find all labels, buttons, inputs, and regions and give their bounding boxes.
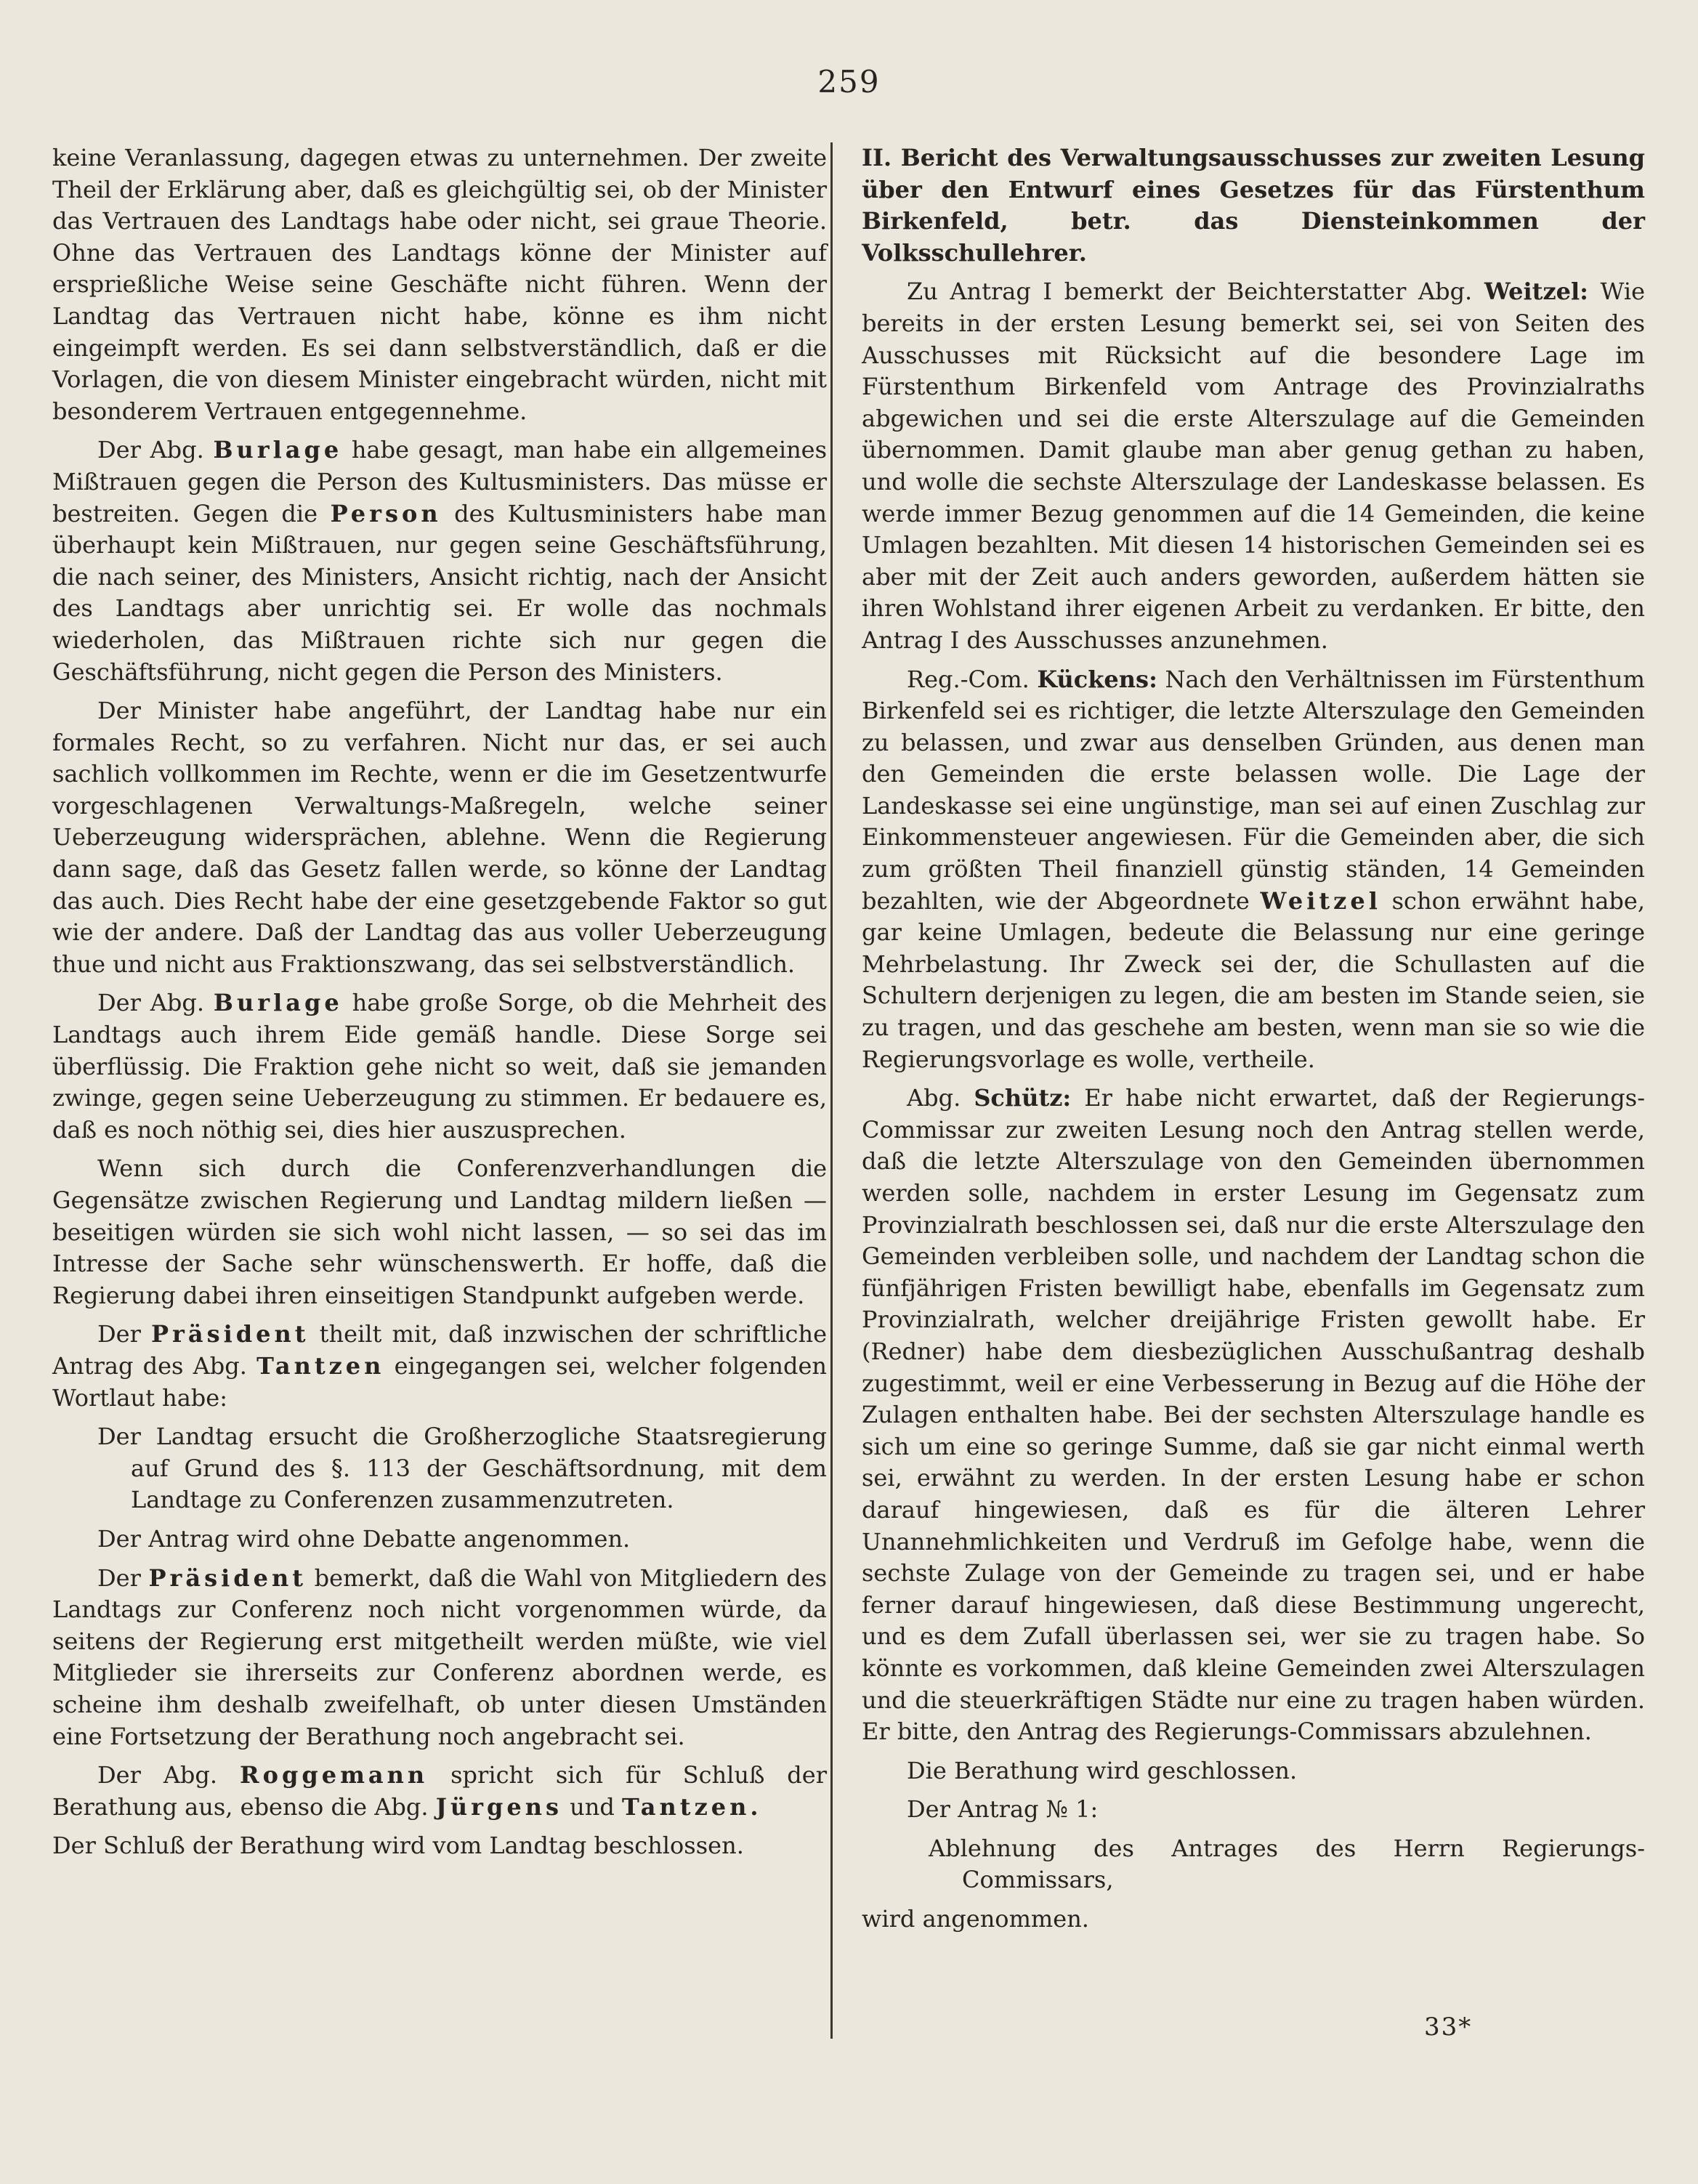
quoted-motion: Der Landtag ersucht die Großherzogliche Staatsregierung auf Grund des §. 113 der Geschäftsordnung, mit dem Landtage zu Conferenzen zusammenzutreten. bbox=[97, 1423, 827, 1514]
text: Wie bereits in der ersten Lesung bemerkt sei, sei von Seiten des Ausschusses mit Rücksicht auf die besondere Lage im Fürstenthum Birkenfeld vom Antrage des Provinzialraths abgewichen und sei die erste Alterszulage auf die Gemeinden übernommen. Damit glaube man aber genug gethan zu haben, und wolle die sechste Alterszulage der Landeskasse belassen. Es werde immer Bezug genommen auf die 14 Gemeinden, die keine Umlagen bezahlten. Mit diesen 14 historischen Gemeinden sei es aber mit der Zeit auch anders geworden, außerdem hätten sie ihren Wohlstand ihrer eigenen Arbeit zu verdanken. Er bitte, den Antrag I des Ausschusses anzunehmen. bbox=[862, 278, 1646, 654]
paragraph: Der Schluß der Berathung wird vom Landtag beschlossen. bbox=[52, 1832, 744, 1860]
paragraph: wird angenommen. bbox=[862, 1905, 1089, 1933]
paragraph bbox=[862, 1083, 1645, 1747]
text: habe große Sorge, ob die Mehrheit des Landtags auch ihrem Eide gemäß handle. Diese Sorge sei überflüssig. Die Fraktion gehe nicht so weit, daß sie jemanden zwinge, gegen seine Ueberzeugung zu stimmen. Er bedauere es, daß es noch nöthig sei, dies hier auszusprechen. bbox=[52, 989, 827, 1144]
speaker-name: Weitzel bbox=[1260, 886, 1381, 915]
signature-mark: 33* bbox=[1424, 2013, 1473, 2042]
text: Der Abg. bbox=[97, 436, 204, 464]
speaker-name: Präsident bbox=[148, 1564, 307, 1592]
text: spricht sich für Schluß der Berathung aus, ebenso die Abg. bbox=[52, 1761, 828, 1821]
text: Der Abg. bbox=[97, 1761, 218, 1789]
speaker-name: Weitzel: bbox=[1484, 278, 1588, 306]
paragraph bbox=[52, 1319, 827, 1414]
section-heading: II. Bericht des Verwaltungsausschusses zur zweiten Lesung über den Entwurf eines Gesetzes für das Fürstenthum Birkenfeld, betr. das Diensteinkommen der Volksschullehrer. bbox=[862, 144, 1645, 267]
paragraph: keine Veranlassung, dagegen etwas zu unternehmen. Der zweite Theil der Erklärung aber, daß es gleichgültig sei, ob der Minister das Vertrauen des Landtags habe oder nicht, sei graue Theorie. Ohne das Vertrauen des Landtags könne der Minister auf ersprießliche Weise seine Geschäfte nicht führen. Wenn der Landtag das Vertrauen nicht habe, könne es ihm nicht eingeimpft werden. Es sei dann selbstverständlich, daß er die Vorlagen, die von diesem Minister eingebracht würden, nicht mit besonderem Vertrauen entgegennehme. bbox=[52, 144, 827, 425]
column-divider bbox=[830, 142, 833, 2039]
paragraph bbox=[52, 1760, 827, 1823]
paragraph: Der Minister habe angeführt, der Landtag habe nur ein formales Recht, so zu verfahren. Nicht nur das, er sei auch sachlich vollkommen im Rechte, wenn er die im Gesetzentwurfe vorgeschlagenen Verwaltungs-Maßregeln, welche seiner Ueberzeugung widersprächen, ablehne. Wenn die Regierung dann sage, daß das Gesetz fallen werde, so könne der Landtag das auch. Dies Recht habe der eine gesetzgebende Faktor so gut wie der andere. Daß der Landtag das aus voller Ueberzeugung thue und nicht aus Fraktionszwang, das sei selbstverständlich. bbox=[52, 697, 827, 978]
text: eingegangen sei, welcher folgenden Wortlaut habe: bbox=[52, 1351, 828, 1412]
text: Zu Antrag I bemerkt der Beichterstatter Abg. bbox=[907, 278, 1473, 306]
speaker-name: Kückens: bbox=[1037, 665, 1157, 693]
speaker-name: Burlage bbox=[213, 436, 343, 464]
text: schon erwähnt habe, gar keine Umlagen, bedeute die Belassung nur eine geringe Mehrbelastung. Ihr Zweck sei der, die Schullasten auf die Schultern derjenigen zu legen, die am besten im Stande seien, sie zu tragen, und das geschehe am besten, wenn man sie so wie die Regierungsvorlage es wolle, vertheile. bbox=[862, 886, 1646, 1073]
paragraph bbox=[862, 664, 1645, 1076]
text: Der Abg. bbox=[97, 989, 205, 1017]
speaker-name: Präsident bbox=[150, 1320, 310, 1348]
text: des Kultusministers habe man überhaupt kein Mißtrauen, nur gegen seine Geschäftsführung, die nach seiner, des Ministers, Ansicht richtig, nach der Ansicht des Landtags aber unrichtig sei. Er wolle das nochmals wiederholen, das Mißtrauen richte sich nur gegen die Geschäftsführung, nicht gegen die Person des Ministers. bbox=[52, 499, 828, 686]
paragraph: Der Antrag № 1: bbox=[907, 1795, 1099, 1824]
text: bemerkt, daß die Wahl von Mitgliedern des Landtags zur Conferenz noch nicht vorgenommen würde, da seitens der Regierung erst mitgetheilt werden müßte, wie viel Mitglieder sie ihrerseits zur Conferenz abordnen werde, es scheine ihm deshalb zweifelhaft, ob unter diesen Umständen eine Fortsetzung der Berathung noch angebracht sei. bbox=[52, 1564, 828, 1750]
right-column bbox=[862, 142, 1645, 1943]
text: Er habe nicht erwartet, daß der Regierungs-Commissar zur zweiten Lesung noch den Antrag stellen werde, daß die letzte Alterszulage von den Gemeinden übernommen werden solle, nachdem in erster Lesung im Gegensatz zum Provinzialrath beschlossen sei, daß nur die erste Alterszulage den Gemeinden verbleiben solle, und nachdem der Landtag schon die fünfjährigen Fristen bewilligt habe, ebenfalls im Gegensatz zum Provinzialrath, welcher dreijährige Fristen gewollt habe. Er (Redner) habe dem diesbezüglichen Ausschußantrag deshalb zugestimmt, weil er eine Verbesserung in Bezug auf die Höhe der Zulagen enthalten habe. Bei der sechsten Alterszulage handle es sich um eine so geringe Summe, daß sie gar nicht einmal werth sei, erwähnt zu werden. In der ersten Lesung habe er schon darauf hingewiesen, daß es für die älteren Lehrer Unannehmlichkeiten und Verdruß im Gefolge habe, wenn die sechste Zulage von der Gemeinde zu tragen sei, und er habe ferner darauf hingewiesen, daß diese Bestimmung ungerecht, und es dem Zufall überlassen sei, wer sie zu tragen habe. So könnte es vorkommen, daß kleine Gemeinden zwei Alterszulagen und die steuerkräftigen Städte nur eine zu tragen haben würden. Er bitte, den Antrag des Regierungs-Commissars abzulehnen. bbox=[862, 1084, 1646, 1746]
page-number: 259 bbox=[817, 64, 881, 100]
speaker-name: Schütz: bbox=[974, 1084, 1072, 1112]
emphasis: Person bbox=[330, 499, 442, 527]
text: Reg.-Com. bbox=[907, 665, 1030, 693]
paragraph: Wenn sich durch die Conferenzverhandlungen die Gegensätze zwischen Regierung und Landtag mildern ließen — beseitigen würden sie sich wohl nicht lassen, — so sei das im Intresse der Sache sehr wünschenswerth. Er hoffe, daß die Regierung dabei ihren einseitigen Standpunkt aufgeben werde. bbox=[52, 1154, 827, 1309]
speaker-name: Burlage bbox=[213, 989, 343, 1017]
paragraph: Die Berathung wird geschlossen. bbox=[907, 1756, 1298, 1784]
text: Nach den Verhältnissen im Fürstenthum Birkenfeld sei es richtiger, die letzte Alterszulage den Gemeinden zu belassen, und zwar aus denselben Gründen, aus denen man den Gemeinden die erste belassen wolle. Die Lage der Landeskasse sei eine ungünstige, man sei auf einen Zuschlag zur Einkommensteuer angewiesen. Für die Gemeinden aber, die sich zum größten Theil finanziell günstig ständen, 14 Gemeinden bezahlten, wie der Abgeordnete bbox=[862, 665, 1645, 915]
text: Der bbox=[97, 1320, 141, 1348]
text: habe gesagt, man habe ein allgemeines Mißtrauen gegen die Person des Kultusministers. Das müsse er bestreiten. Gegen die bbox=[52, 436, 828, 527]
paragraph bbox=[52, 434, 827, 688]
speaker-name: Roggemann bbox=[240, 1761, 429, 1789]
text: und bbox=[570, 1792, 615, 1821]
paragraph bbox=[862, 276, 1645, 656]
text: theilt mit, daß inzwischen der schriftliche Antrag des Abg. bbox=[52, 1320, 827, 1380]
text: Der bbox=[97, 1564, 141, 1592]
left-column bbox=[52, 142, 827, 1869]
paragraph bbox=[52, 1563, 827, 1753]
paragraph: Der Antrag wird ohne Debatte angenommen. bbox=[97, 1524, 631, 1553]
speaker-name: Jürgens bbox=[435, 1792, 562, 1821]
text: Abg. bbox=[907, 1084, 961, 1112]
quoted-motion: Ablehnung des Antrages des Herrn Regierungs-Commissars, bbox=[929, 1834, 1645, 1894]
speaker-name: Tantzen bbox=[256, 1351, 385, 1380]
paragraph bbox=[52, 987, 827, 1146]
speaker-name: Tantzen. bbox=[622, 1792, 762, 1821]
